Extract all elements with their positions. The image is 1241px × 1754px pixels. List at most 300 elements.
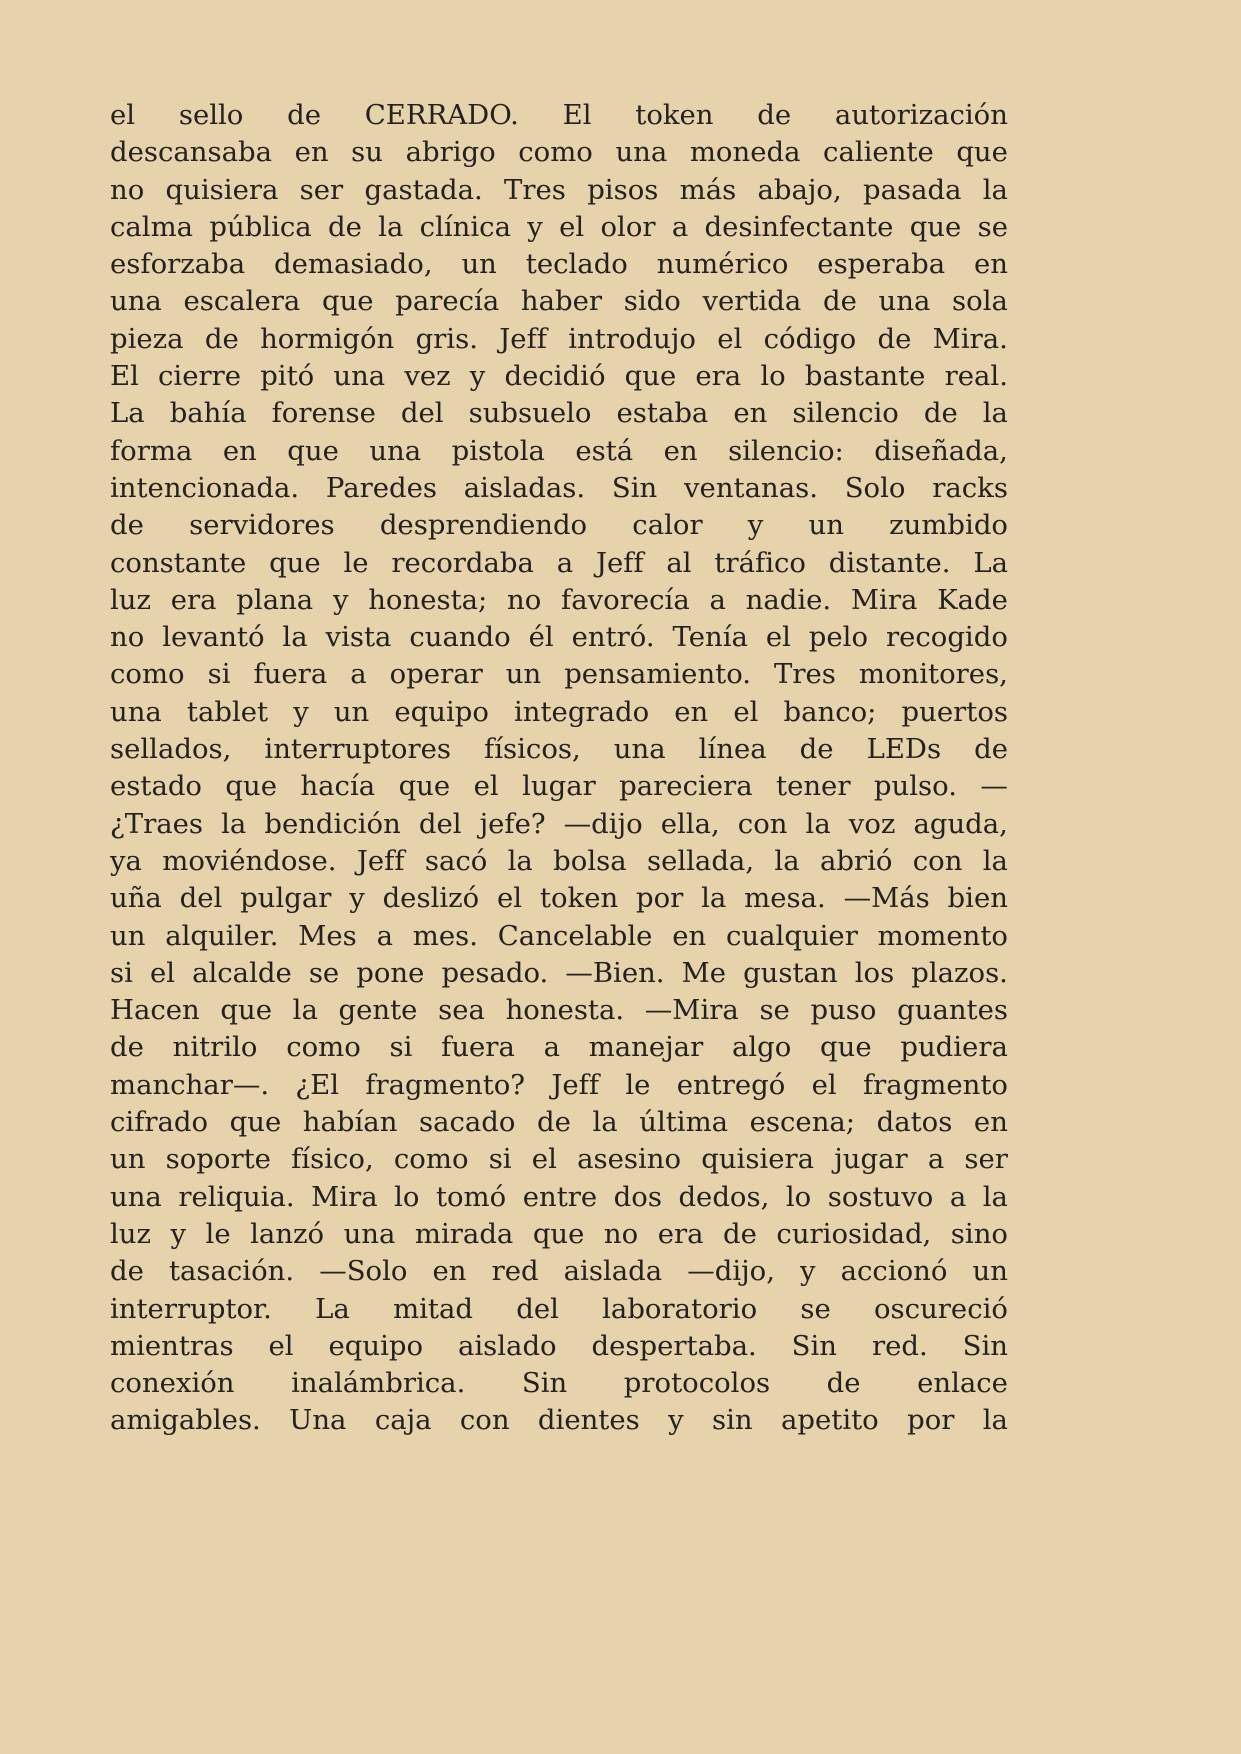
body-word: no — [507, 583, 542, 616]
body-word: código — [763, 322, 857, 355]
body-word: estado — [110, 770, 202, 803]
body-line — [110, 1365, 1008, 1402]
body-word: pulgar — [240, 882, 332, 915]
body-line — [110, 1104, 1008, 1141]
body-word: escena; — [749, 1106, 856, 1139]
body-word: a — [709, 583, 726, 616]
body-word: intencionada. — [110, 471, 300, 504]
body-word: lanzó — [250, 1217, 325, 1250]
body-line — [110, 656, 1008, 693]
body-word: caja — [374, 1404, 432, 1437]
body-word: —Más — [843, 882, 930, 915]
body-word: el — [110, 99, 136, 131]
body-line — [110, 582, 1008, 619]
body-word: la — [592, 1106, 618, 1139]
body-word: el — [473, 770, 499, 803]
body-word: línea — [698, 733, 767, 766]
body-word: que — [624, 360, 677, 393]
body-word: luz — [110, 1217, 151, 1250]
body-word: LEDs — [866, 733, 942, 766]
body-word: la — [292, 994, 318, 1027]
body-word: desprendiendo — [379, 509, 588, 542]
body-word: sellados, — [110, 733, 232, 766]
body-line — [110, 395, 1008, 432]
body-word: favorecía — [561, 583, 690, 616]
body-word: abajo, — [757, 173, 842, 206]
body-word: plazos. — [911, 956, 1008, 989]
body-word: operar — [389, 658, 483, 691]
body-word: mitad — [393, 1292, 473, 1325]
body-word: la — [507, 844, 533, 877]
body-word: si — [110, 956, 133, 989]
body-word: con — [459, 1404, 510, 1437]
body-word: Tenía — [672, 621, 748, 654]
body-word: El — [562, 99, 592, 131]
body-word: de — [110, 1255, 144, 1288]
body-word: un — [808, 509, 844, 542]
body-word: pelo — [808, 621, 869, 654]
body-word: que — [321, 285, 374, 318]
body-word: forma — [110, 434, 193, 467]
body-word: silencio — [792, 397, 899, 430]
body-word: gente — [338, 994, 418, 1027]
body-word: entre — [522, 1180, 598, 1213]
body-word: token — [539, 882, 619, 915]
body-word: un — [110, 919, 146, 952]
body-word: Sin — [521, 1367, 568, 1400]
body-word: sacado — [418, 1106, 516, 1139]
body-word: a — [949, 1180, 967, 1213]
body-word: bendición — [264, 807, 401, 840]
body-word: uña — [110, 882, 162, 915]
body-word: una — [110, 285, 162, 318]
body-word: pulso. — [873, 770, 957, 803]
body-word: el — [268, 1329, 294, 1362]
body-word: fragmento — [862, 1068, 1008, 1101]
body-word: introdujo — [568, 322, 696, 355]
body-word: lugar — [522, 770, 596, 803]
body-word: del — [516, 1292, 559, 1325]
body-word: conexión — [110, 1367, 235, 1400]
body-word: —dijo — [563, 807, 643, 840]
body-word: se — [759, 994, 790, 1027]
body-word: por — [907, 1404, 955, 1437]
body-line — [110, 806, 1008, 843]
body-word: una — [110, 1180, 162, 1213]
body-word: a — [350, 658, 367, 691]
body-word: jugar — [834, 1143, 908, 1176]
body-word: La — [315, 1292, 350, 1325]
body-word: voz — [848, 807, 896, 840]
body-word: mesa. — [744, 882, 826, 915]
body-word: del — [179, 882, 223, 915]
body-line — [110, 1067, 1008, 1104]
body-word: constante — [110, 546, 247, 579]
body-word: mes. — [412, 919, 478, 952]
body-word: no — [603, 1217, 639, 1250]
body-word: la — [982, 173, 1008, 206]
body-word: con — [737, 807, 788, 840]
body-word: un — [505, 658, 542, 691]
body-word: sellada, — [646, 844, 755, 877]
body-word: reliquia. — [178, 1180, 295, 1213]
body-word: como — [393, 1143, 469, 1176]
body-line — [110, 172, 1008, 209]
body-word: bien — [947, 882, 1008, 915]
body-word: quisiera — [165, 173, 279, 206]
body-word: una — [878, 285, 931, 318]
body-word: el — [811, 1068, 837, 1101]
body-word: bahía — [169, 397, 247, 430]
body-word: fragmento? — [365, 1068, 526, 1101]
body-word: la — [282, 621, 308, 654]
body-word: entró. — [571, 621, 655, 654]
body-word: una — [613, 733, 666, 766]
body-word: clínica — [419, 210, 511, 243]
body-word: de — [799, 733, 834, 766]
body-word: un — [110, 1143, 146, 1176]
body-word: pieza — [110, 322, 184, 355]
body-word: dos — [613, 1180, 662, 1213]
body-word: que — [532, 1217, 585, 1250]
body-word: gris. — [415, 322, 478, 355]
body-word: oscureció — [874, 1292, 1008, 1325]
body-word: ¿El — [295, 1068, 340, 1101]
body-word: físico, — [291, 1143, 374, 1176]
body-word: laboratorio — [602, 1292, 758, 1325]
body-word: autorización — [834, 99, 1008, 131]
body-word: como — [518, 136, 593, 169]
body-word: le — [343, 546, 369, 579]
body-word: si — [488, 1143, 512, 1176]
body-word: red. — [871, 1329, 928, 1362]
body-word: silencio: — [728, 434, 844, 467]
body-word: una — [110, 695, 162, 728]
body-word: protocolos — [623, 1367, 771, 1400]
body-word: lo — [394, 1180, 420, 1213]
body-word: La — [110, 397, 145, 430]
body-word: de — [822, 285, 857, 318]
body-line — [110, 134, 1008, 171]
body-word: teclado — [525, 248, 628, 281]
body-word: interruptor. — [110, 1292, 272, 1325]
body-word: Una — [289, 1404, 347, 1437]
body-word: escalera — [183, 285, 301, 318]
body-word: equipo — [328, 1329, 424, 1362]
body-word: —dijo, — [687, 1255, 775, 1288]
body-word: aislado — [457, 1329, 557, 1362]
body-word: era — [170, 583, 217, 616]
body-line — [110, 1402, 1008, 1439]
body-line — [110, 470, 1008, 507]
body-word: ser — [299, 173, 344, 206]
body-word: parecía — [395, 285, 500, 318]
body-word: Tres — [504, 173, 566, 206]
body-word: Paredes — [325, 471, 437, 504]
body-word: de — [923, 397, 958, 430]
body-word: guantes — [897, 994, 1008, 1027]
body-word: la — [982, 397, 1008, 430]
body-word: ella, — [660, 807, 720, 840]
body-word: una — [343, 1217, 396, 1250]
body-word: en — [663, 434, 698, 467]
body-word: alcalde — [192, 956, 292, 989]
body-word: Cancelable — [497, 919, 653, 952]
body-word: con — [912, 844, 963, 877]
body-word: subsuelo — [468, 397, 592, 430]
body-word: pareciera — [619, 770, 753, 803]
body-line — [110, 955, 1008, 992]
body-word: la — [982, 1404, 1008, 1437]
body-word: última — [639, 1106, 729, 1139]
body-word: de — [974, 733, 1008, 766]
body-word: sea — [438, 994, 485, 1027]
body-word: físicos, — [484, 733, 581, 766]
body-word: jefe? — [479, 807, 546, 840]
body-line — [110, 1253, 1008, 1290]
body-word: pensamiento. — [564, 658, 752, 691]
body-word: era — [695, 360, 742, 393]
body-word: el — [733, 695, 759, 728]
body-word: se — [977, 210, 1008, 243]
body-word: Tres — [774, 658, 836, 691]
body-word: de — [537, 1106, 571, 1139]
body-word: si — [207, 658, 231, 691]
body-word: enlace — [917, 1367, 1008, 1400]
body-word: aisladas. — [463, 471, 586, 504]
body-word: red — [491, 1255, 539, 1288]
body-word: ¿Traes — [110, 807, 204, 840]
body-word: sino — [950, 1217, 1008, 1250]
body-word: curiosidad, — [776, 1217, 932, 1250]
body-word: bastante — [804, 360, 926, 393]
body-word: distante. — [828, 546, 951, 579]
body-word: —Mira — [644, 994, 739, 1027]
body-word: calor — [632, 509, 703, 542]
body-word: CERRADO. — [364, 99, 519, 131]
body-word: gustan — [743, 956, 838, 989]
body-word: en — [674, 695, 709, 728]
body-word: la — [982, 844, 1008, 877]
body-word: Kade — [937, 583, 1008, 616]
body-word: le — [625, 1068, 651, 1101]
body-word: como — [286, 1031, 361, 1064]
body-word: hormigón — [260, 322, 395, 355]
body-word: a — [556, 546, 574, 579]
body-line — [110, 918, 1008, 955]
body-word: de — [723, 1217, 757, 1250]
body-word: hacía — [300, 770, 376, 803]
body-word: zumbido — [889, 509, 1008, 542]
body-word: manchar—. — [110, 1068, 270, 1101]
body-word: fuera — [441, 1031, 515, 1064]
body-word: que — [225, 770, 278, 803]
body-line — [110, 1179, 1008, 1216]
body-word: equipo — [394, 695, 489, 728]
body-word: una — [333, 360, 386, 393]
body-word: recogido — [885, 621, 1008, 654]
body-word: tomó — [435, 1180, 507, 1213]
body-word: el — [559, 210, 585, 243]
body-word: pistola — [451, 434, 545, 467]
body-word: la — [774, 844, 800, 877]
body-word: quisiera — [701, 1143, 815, 1176]
body-word: inalámbrica. — [291, 1367, 466, 1400]
body-word: vista — [325, 621, 392, 654]
body-word: tráfico — [714, 546, 806, 579]
body-word: honesta; — [368, 583, 488, 616]
body-word: por — [636, 882, 684, 915]
body-word: era — [657, 1217, 704, 1250]
body-word: estaba — [616, 397, 709, 430]
body-word: no — [110, 173, 145, 206]
body-word: Sin — [611, 471, 658, 504]
body-word: la — [982, 1180, 1008, 1213]
body-word: y — [747, 509, 764, 542]
body-word: desinfectante — [704, 210, 894, 243]
body-word: de — [287, 99, 322, 131]
body-word: mirada — [414, 1217, 514, 1250]
body-word: Sin — [791, 1329, 838, 1362]
body-word: le — [205, 1217, 231, 1250]
body-word: pitó — [260, 360, 315, 393]
body-word: moneda — [689, 136, 801, 169]
body-word: de — [204, 322, 239, 355]
body-word: Mira. — [932, 322, 1008, 355]
body-word: Solo — [844, 471, 906, 504]
body-line — [110, 731, 1008, 768]
body-word: ventanas. — [684, 471, 818, 504]
body-line — [110, 545, 1008, 582]
body-word: pudiera — [900, 1031, 1008, 1064]
body-word: decidió — [504, 360, 606, 393]
body-word: esperaba — [817, 248, 946, 281]
body-word: abrió — [819, 844, 893, 877]
body-word: caliente — [823, 136, 934, 169]
body-word: pone — [356, 956, 425, 989]
body-word: abrigo — [405, 136, 496, 169]
body-word: del — [418, 807, 462, 840]
body-word: un — [972, 1255, 1008, 1288]
body-word: a — [543, 1031, 560, 1064]
body-word: nadie. — [745, 583, 832, 616]
body-word: la — [378, 210, 404, 243]
body-word: Jeff — [595, 546, 644, 579]
body-word: racks — [932, 471, 1008, 504]
body-word: y — [469, 360, 486, 393]
body-word: de — [757, 99, 792, 131]
body-word: en — [432, 1255, 467, 1288]
body-word: habían — [302, 1106, 398, 1139]
body-word: en — [973, 248, 1008, 281]
body-word: el — [765, 621, 791, 654]
body-word: que — [229, 1106, 282, 1139]
body-word: cuando — [409, 621, 511, 654]
body-line — [110, 358, 1008, 395]
body-word: un — [333, 695, 370, 728]
body-line — [110, 768, 1008, 805]
body-word: soporte — [165, 1143, 271, 1176]
body-word: tasación. — [168, 1255, 295, 1288]
body-word: del — [400, 397, 444, 430]
body-word: momento — [877, 919, 1008, 952]
body-line — [110, 1291, 1008, 1328]
body-word: que — [269, 546, 321, 579]
body-word: vertida — [702, 285, 802, 318]
body-word: el — [531, 1143, 557, 1176]
body-word: de — [327, 210, 362, 243]
body-word: está — [575, 434, 634, 467]
body-word: los — [854, 956, 895, 989]
body-word: y — [349, 882, 365, 915]
body-word: Hacen — [110, 994, 200, 1027]
body-line — [110, 1141, 1008, 1178]
body-line — [110, 619, 1008, 656]
body-word: que — [820, 1031, 872, 1064]
body-word: integrado — [514, 695, 650, 728]
body-word: no — [110, 621, 145, 654]
body-word: numérico — [656, 248, 789, 281]
body-word: y — [332, 583, 349, 616]
body-word: esforzaba — [110, 248, 246, 281]
body-word: asesino — [577, 1143, 682, 1176]
body-word: si — [389, 1031, 413, 1064]
body-word: Me — [681, 956, 727, 989]
body-word: aguda, — [913, 807, 1008, 840]
body-word: sido — [623, 285, 681, 318]
body-word: cierre — [158, 360, 242, 393]
body-word: aislada — [563, 1255, 663, 1288]
body-word: y — [170, 1217, 187, 1250]
body-line — [110, 246, 1008, 283]
body-word: en — [222, 434, 257, 467]
body-word: accionó — [840, 1255, 948, 1288]
body-word: moviéndose. — [162, 844, 337, 877]
body-word: Jeff — [551, 1068, 600, 1101]
body-word: sello — [178, 99, 244, 131]
body-word: de — [110, 1031, 144, 1064]
body-line — [110, 321, 1008, 358]
body-word: de — [110, 509, 144, 542]
body-word: calma — [110, 210, 194, 243]
body-word: se — [800, 1292, 831, 1325]
body-word: y — [668, 1404, 684, 1437]
body-word: Mira — [311, 1180, 378, 1213]
body-word: sin — [712, 1404, 753, 1437]
body-word: el — [497, 882, 523, 915]
body-word: el — [717, 322, 743, 355]
body-word: diseñada, — [874, 434, 1008, 467]
body-word: descansaba — [110, 136, 273, 169]
body-word: cifrado — [110, 1106, 209, 1139]
body-word: ser — [964, 1143, 1008, 1176]
body-word: plana — [236, 583, 314, 616]
body-word: real. — [944, 360, 1008, 393]
body-word: más — [679, 173, 737, 206]
body-word: Mira — [850, 583, 918, 616]
body-text-column — [110, 97, 1008, 1440]
body-line — [110, 97, 1008, 134]
body-word: lo — [760, 360, 786, 393]
body-word: token — [635, 99, 714, 131]
body-word: gastada. — [364, 173, 483, 206]
body-word: un — [461, 248, 497, 281]
body-word: cualquier — [726, 919, 858, 952]
body-word: que — [398, 770, 451, 803]
body-word: en — [973, 1106, 1008, 1139]
body-word: sostuvo — [827, 1180, 934, 1213]
body-word: fuera — [253, 658, 328, 691]
